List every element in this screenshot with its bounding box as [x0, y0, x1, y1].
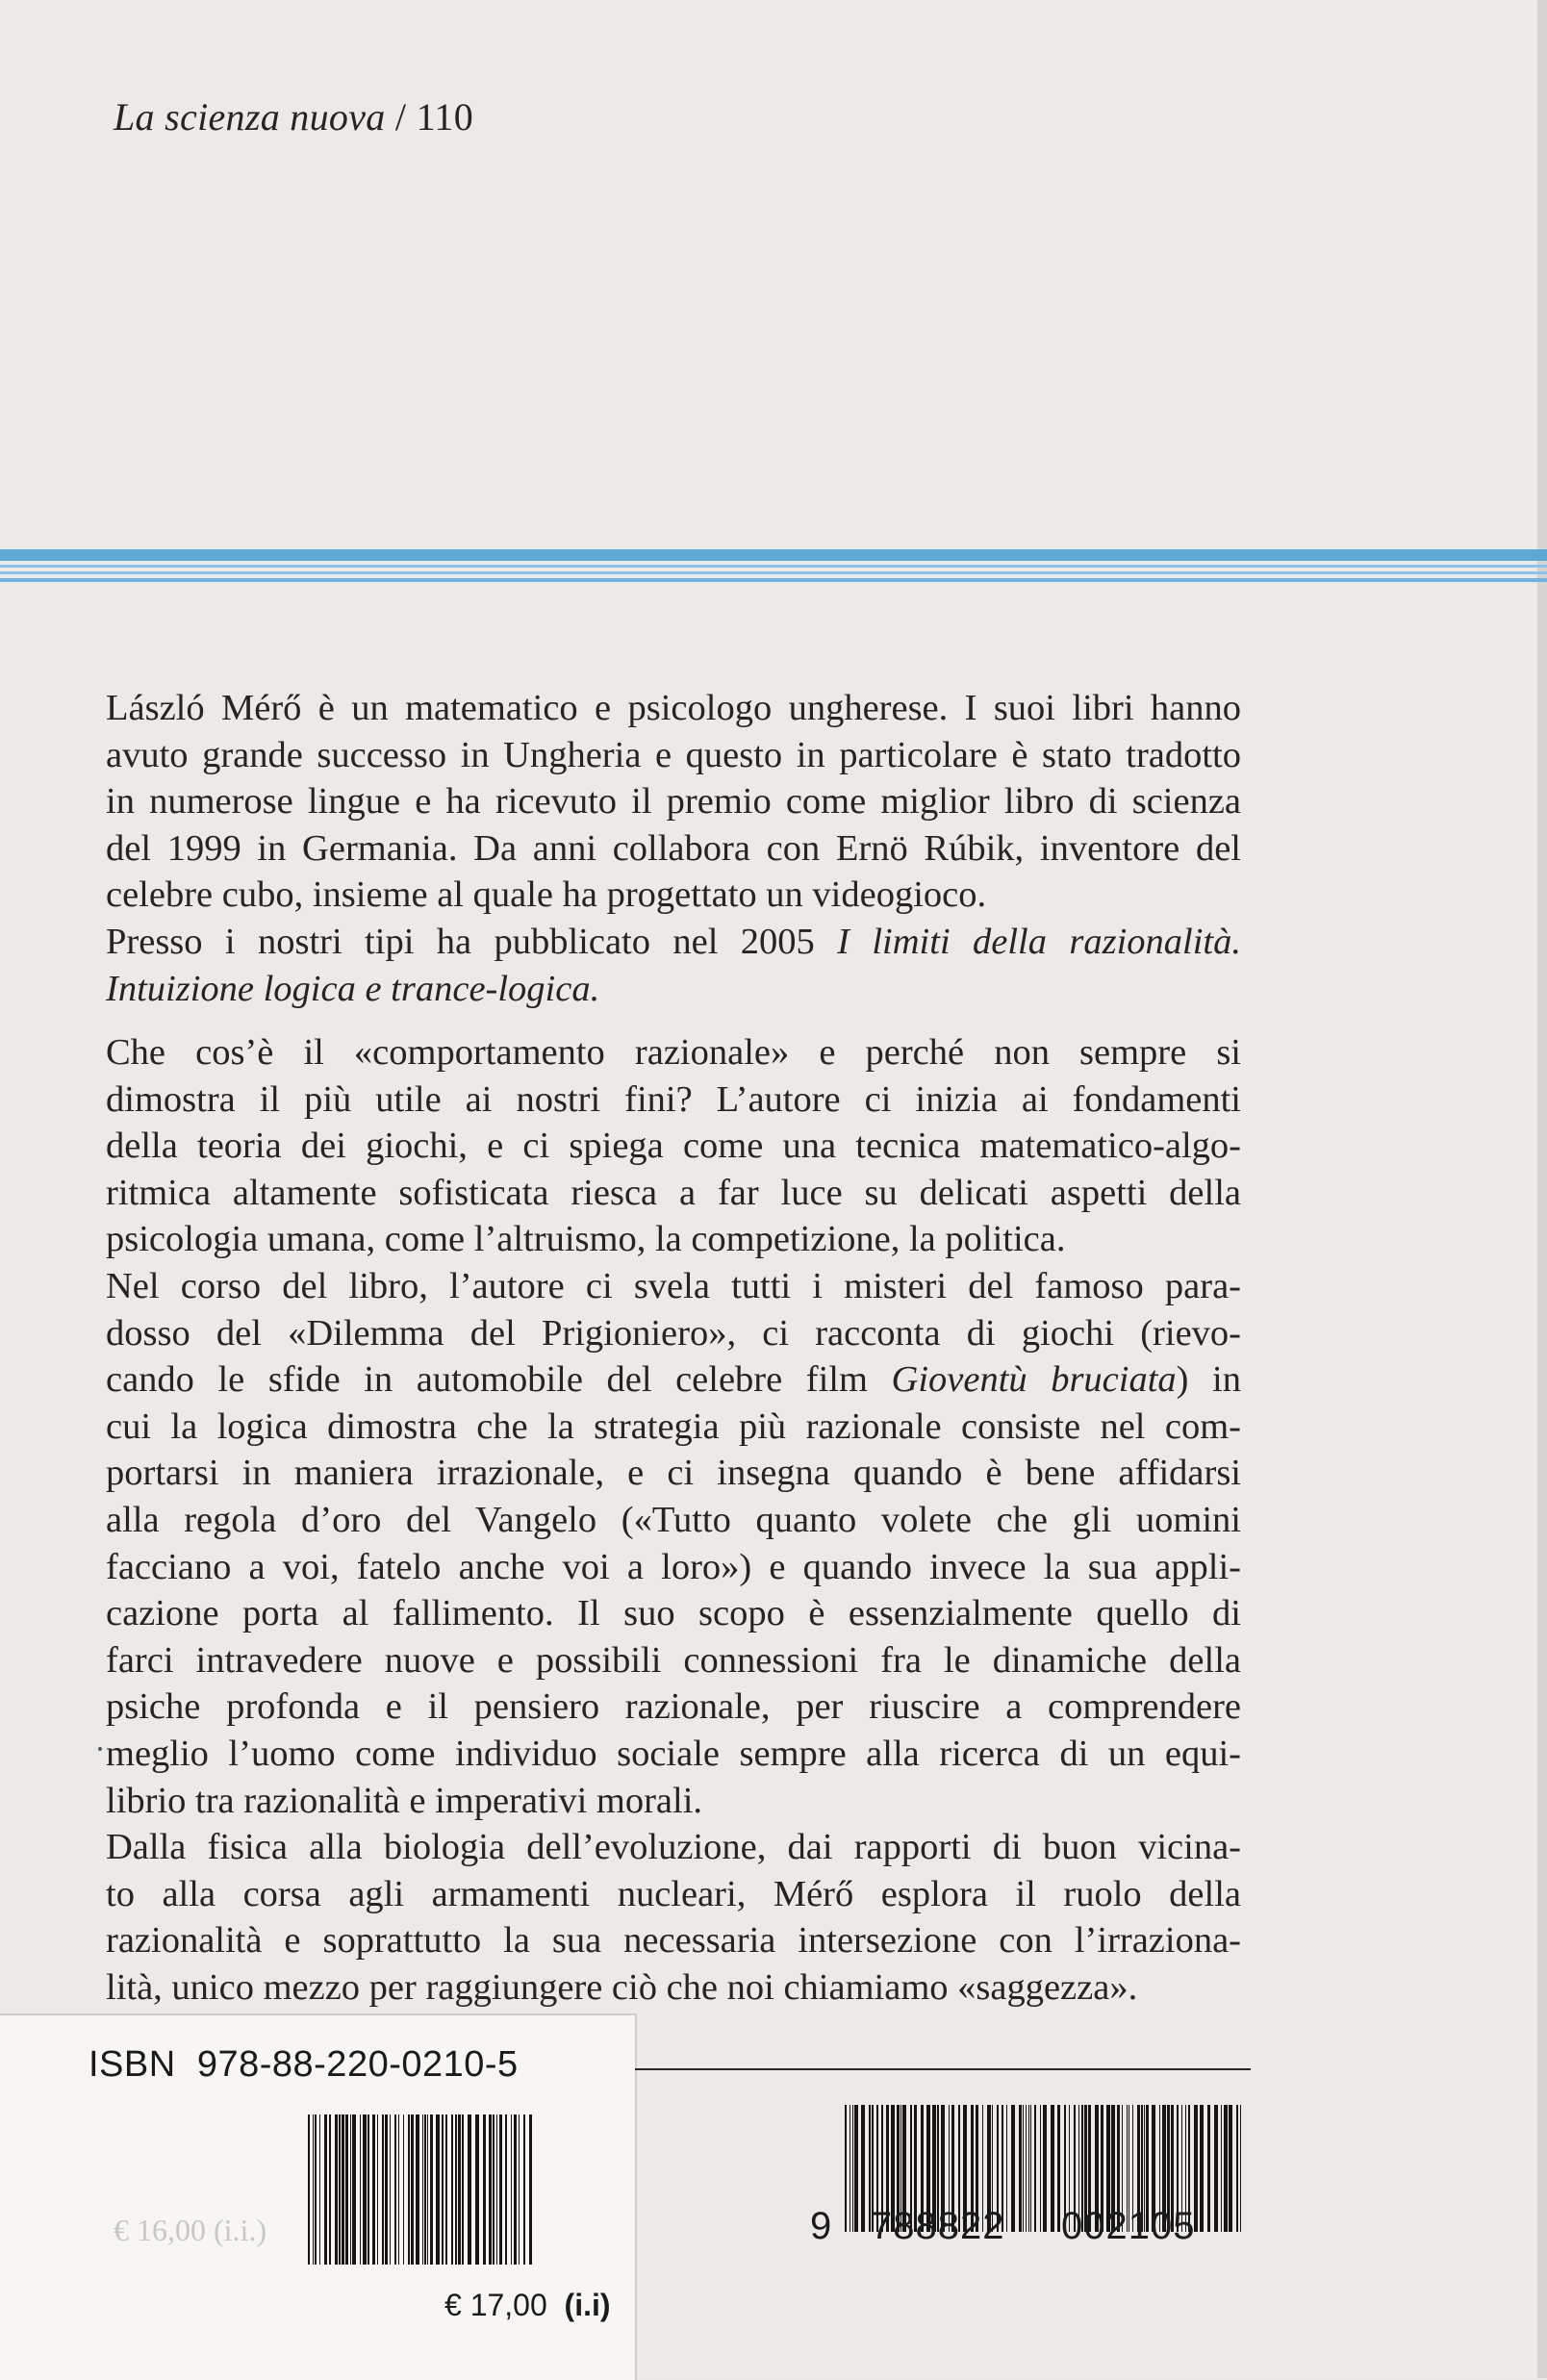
- series-separator: /: [394, 95, 407, 139]
- desc-line: lità, unico mezzo per raggiungere ciò che noi chiamiamo «saggezza».: [106, 1966, 1138, 2008]
- barcode-bar: [458, 2114, 461, 2265]
- bio-publication-line: [106, 966, 1241, 1013]
- barcode-bar: [408, 2114, 410, 2265]
- barcode-bar: [462, 2114, 464, 2265]
- bio-line: del 1999 in Germania. Da anni collabora con Ernö Rúbik, inventore del: [106, 827, 1241, 869]
- desc-line: psiche profonda e il pensiero razionale, per riuscire a comprendere: [106, 1686, 1241, 1728]
- barcode-bar: [436, 2114, 440, 2265]
- barcode-bar: [430, 2114, 433, 2265]
- barcode-bar: [350, 2114, 351, 2265]
- bio-line: László Mérő è un matematico e psicologo ungherese. I suoi libri hanno: [106, 688, 1241, 728]
- barcode-bar: [1240, 2105, 1241, 2232]
- old-price: € 16,00 (i.i.): [114, 2213, 267, 2247]
- barcode-bar: [1043, 2105, 1047, 2232]
- desc-line: facciano a voi, fatelo anche voi a loro») e quando invece la sua appli-: [106, 1546, 1241, 1587]
- barcode-bar: [372, 2114, 375, 2265]
- barcode-bar: [382, 2114, 384, 2265]
- barcode-bar: [368, 2114, 369, 2265]
- barcode-bar: [319, 2114, 320, 2265]
- barcode-bar: [308, 2114, 310, 2265]
- barcode-bar: [1030, 2105, 1031, 2232]
- series-name: La scienza nuova: [114, 95, 386, 139]
- barcode-bar: [499, 2114, 502, 2265]
- barcode-bar: [342, 2114, 344, 2265]
- barcode-bar: [416, 2114, 419, 2265]
- film-line-after: ) in: [1176, 1359, 1241, 1401]
- price-note: (i.i): [564, 2288, 611, 2322]
- barcode-bar: [489, 2114, 492, 2265]
- print-speck: [98, 1747, 102, 1751]
- desc-line: librio tra razionalità e imperativi morali.: [106, 1780, 703, 1821]
- desc-line: meglio l’uomo come individuo sociale sempre alla ricerca di un equi-: [106, 1733, 1241, 1774]
- price-label: [444, 2288, 611, 2323]
- desc-line: Nel corso del libro, l’autore ci svela tutti i misteri del famoso para-: [106, 1265, 1241, 1306]
- barcode-bar: [403, 2114, 404, 2265]
- barcode-bar: [360, 2114, 361, 2265]
- barcode-bar: [493, 2114, 495, 2265]
- sticker-barcode: [306, 2114, 537, 2268]
- bio-line: celebre cubo, insieme al quale ha progettato un videogioco.: [106, 874, 987, 916]
- barcode-bar: [1224, 2105, 1228, 2232]
- previous-book-title: I limiti della razionalità.: [837, 921, 1241, 962]
- barcode-bar: [1011, 2105, 1015, 2232]
- barcode-bar: [1051, 2105, 1054, 2232]
- barcode-bar: [1057, 2105, 1060, 2232]
- barcode-bar: [861, 2105, 865, 2232]
- barcode-bar: [324, 2114, 327, 2265]
- barcode-bar: [385, 2114, 388, 2265]
- bio-publication-prefix: Presso i nostri tipi ha pubblicato nel 2005: [106, 921, 815, 962]
- barcode-bar: [1028, 2105, 1029, 2232]
- rule-line: [0, 549, 1547, 561]
- desc-film-line: [106, 1356, 1241, 1404]
- barcode-bar: [514, 2114, 517, 2265]
- desc-line: Che cos’è il «comportamento razionale» e perché non sempre si: [106, 1032, 1241, 1073]
- barcode-bar: [1006, 2105, 1007, 2232]
- barcode-bar: [422, 2114, 423, 2265]
- desc-line: Dalla fisica alla biologia dell’evoluzione, dai rapporti di buon vicina-: [106, 1827, 1241, 1868]
- desc-line: farci intravedere nuove e possibili connessioni fra le dinamiche della: [106, 1639, 1241, 1681]
- page-edge: [1537, 0, 1547, 2378]
- barcode-bar: [451, 2114, 453, 2265]
- barcode-bar: [390, 2114, 391, 2265]
- barcode-bar: [445, 2114, 447, 2265]
- blue-rule-band: [0, 549, 1547, 588]
- barcode-bar: [845, 2105, 847, 2232]
- desc-line: cui la logica dimostra che la strategia più razionale consiste nel com-: [106, 1405, 1241, 1447]
- ean-top-rule: [635, 2068, 1251, 2070]
- ean-right-group: 002105: [1061, 2205, 1196, 2247]
- barcode-bar: [339, 2114, 341, 2265]
- rule-line: [0, 578, 1547, 582]
- barcode-bar: [523, 2114, 525, 2265]
- barcode-bar: [1019, 2105, 1022, 2232]
- desc-line: to alla corsa agli armamenti nucleari, Mérő esplora il ruolo della: [106, 1873, 1241, 1914]
- isbn-number: 978-88-220-0210-5: [196, 2044, 519, 2085]
- barcode-bar: [854, 2105, 858, 2232]
- bio-publication-line: [106, 919, 1241, 966]
- barcode-bar: [1040, 2105, 1041, 2232]
- desc-line: della teoria dei giochi, e ci spiega come una tecnica matematico-algo-: [106, 1126, 1241, 1167]
- barcode-bar: [398, 2114, 399, 2265]
- barcode-bar: [468, 2114, 471, 2265]
- barcode-bar: [345, 2114, 348, 2265]
- desc-line: alla regola d’oro del Vangelo («Tutto quanto volete che gli uomini: [106, 1499, 1241, 1540]
- desc-line: dimostra il più utile ai nostri fini? L’autore ci inizia ai fondamenti: [106, 1078, 1241, 1120]
- barcode-bar: [1214, 2105, 1218, 2232]
- isbn-prefix: ISBN: [89, 2044, 176, 2085]
- barcode-bar: [852, 2105, 853, 2232]
- desc-line: ritmica altamente sofisticata riesca a far luce su delicati aspetti della: [106, 1172, 1241, 1213]
- barcode-bar: [529, 2114, 532, 2265]
- ean-left-group: 788822: [871, 2205, 1005, 2247]
- series-header: [114, 94, 473, 139]
- barcode-bar: [363, 2114, 367, 2265]
- barcode-bar: [1207, 2105, 1210, 2232]
- previous-book-subtitle: Intuizione logica e trance-logica.: [106, 968, 600, 1009]
- rule-line: [0, 571, 1547, 574]
- bio-line: avuto grande successo in Ungheria e questo in particolare è stato tradotto: [106, 734, 1241, 775]
- barcode-bar: [475, 2114, 479, 2265]
- barcode-bar: [329, 2114, 331, 2265]
- book-description: [106, 1029, 1241, 2011]
- barcode-bar: [411, 2114, 414, 2265]
- barcode-bar: [1200, 2105, 1204, 2232]
- desc-line: razionalità e soprattutto la sua necessaria intersezione con l’irraziona-: [106, 1920, 1241, 1962]
- barcode-bar: [1023, 2105, 1024, 2232]
- barcode-bar: [519, 2114, 520, 2265]
- barcode-bar: [1026, 2105, 1027, 2232]
- desc-line: dosso del «Dilemma del Prigioniero», ci racconta di giochi (rievo-: [106, 1312, 1241, 1354]
- series-number: 110: [416, 95, 474, 139]
- barcode-bar: [1236, 2105, 1238, 2232]
- barcode-bar: [394, 2114, 396, 2265]
- barcode-bar: [1229, 2105, 1232, 2232]
- barcode-bar: [511, 2114, 512, 2265]
- desc-line: cazione porta al fallimento. Il suo scopo è essenzialmente quello di: [106, 1593, 1241, 1634]
- price-value: € 17,00: [444, 2288, 547, 2322]
- barcode-bar: [455, 2114, 457, 2265]
- barcode-bar: [427, 2114, 428, 2265]
- author-bio: [106, 685, 1241, 1012]
- film-line-before: cando le sfide in automobile del celebre film: [106, 1359, 868, 1401]
- barcode-bar: [1034, 2105, 1036, 2232]
- barcode-bar: [505, 2114, 507, 2265]
- barcode-bar: [424, 2114, 426, 2265]
- barcode-bar: [377, 2114, 378, 2265]
- barcode-bar: [483, 2114, 486, 2265]
- ean-first-digit: 9: [810, 2205, 833, 2247]
- barcode-bar: [442, 2114, 444, 2265]
- bio-line: in numerose lingue e ha ricevuto il premio come miglior libro di scienza: [106, 781, 1241, 823]
- barcode-bar: [313, 2114, 314, 2265]
- barcode-bar: [335, 2114, 338, 2265]
- barcode-bar: [352, 2114, 356, 2265]
- barcode-bar: [1221, 2105, 1222, 2232]
- rule-line: [0, 565, 1547, 568]
- barcode-bar: [496, 2114, 497, 2265]
- isbn-label: [89, 2044, 519, 2086]
- desc-line: psicologia umana, come l’altruismo, la competizione, la politica.: [106, 1219, 1066, 1260]
- film-title: Gioventù bruciata: [891, 1359, 1177, 1401]
- barcode-bar: [315, 2114, 317, 2265]
- desc-line: portarsi in maniera irrazionale, e ci insegna quando è bene affidarsi: [106, 1453, 1241, 1494]
